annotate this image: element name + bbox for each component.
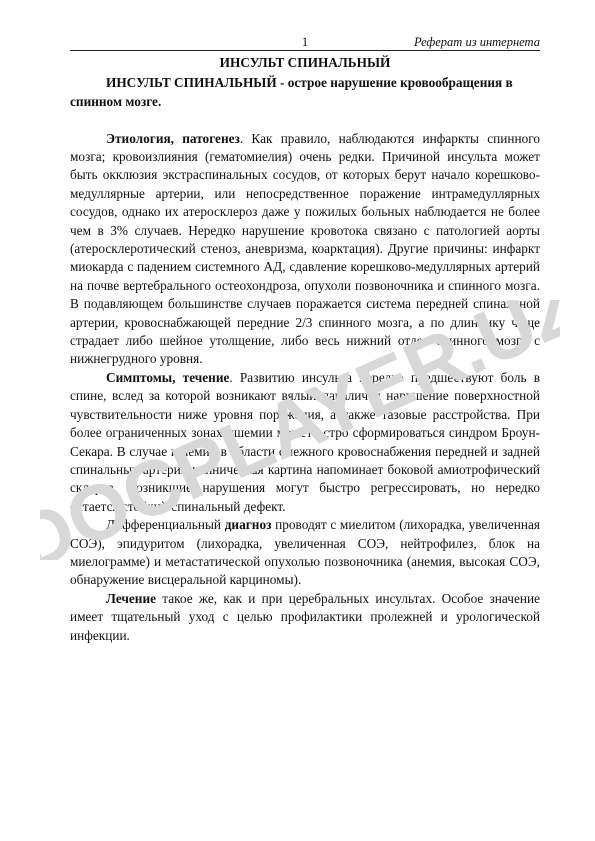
paragraph-diagnosis-pre: Дифференциальный [106,517,225,533]
paragraph-etiology [70,130,540,369]
paragraph-etiology-text: . Как правило, наблюдаются инфаркты спинного мозга; кровоизлияния (гематомиелия) очень редки. Причиной инсульта может быть окклюзия экстраспинальных сосудов, от которых берут начало корешково-медуллярные артерии, или непосредственное поражение интрамедуллярных сосудов, однако их атеросклероз даже у пожилых больных наблюдается не более чем в 3% случаев. Нередко нарушение кровотока связано с патологией аорты (атеросклеротический стеноз, аневризма, коарктация). Другие причины: инфаркт миокарда с падением системного АД, сдавление корешково-медуллярных артерий на почве вертебрального остеохондроза, опухоли позвоночника и спинного мозга. В подавляющем большинстве случаев поражается система передней спинальной артерии, кровоснабжающей передние 2/3 спинного мозга, а по длиннику чаще страдает либо шейное утолщение, либо весь нижний отдел спинного мозга с нижнегрудного уровня. [70,130,540,367]
page-number: 1 [301,35,309,49]
term-treatment: Лечение [106,590,157,606]
paragraph-diagnosis-text: проводят с миелитом (лихорадка, увеличенная СОЭ), эпидуритом (лихорадка, увеличенная СОЭ, нейтрофилез, блок на миелограмме) и метастатической опухолью позвоночника (анемия, высокая СОЭ, обнаружение висцеральной карциномы). [70,517,540,588]
page-header [70,34,540,51]
paragraph-treatment-text: такое же, как и при церебральных инсультах. Особое значение имеет тщательный уход с целью профилактики пролежней и урологической инфекции. [70,590,540,643]
document-body [70,54,540,645]
document-title: ИНСУЛЬТ СПИНАЛЬНЫЙ [219,55,391,70]
paragraph-symptoms [70,369,540,516]
term-etiology: Этиология, патогенез [106,130,240,146]
lead-definition: ИНСУЛЬТ СПИНАЛЬНЫЙ - острое нарушение кровообращения в спинном мозге. [70,75,513,109]
paragraph-diagnosis [70,516,540,590]
paragraph-symptoms-text: . Развитию инсульта нередко предшествуют боль в спине, вслед за которой возникают вялый паралич и нарушение поверхностной чувствительности ниже уровня поражения, а также тазовые расстройства. При более ограниченных зонах ишемии может остро сформироваться синдром Броун-Секара. В случае ишемии в области смежного кровоснабжения передней и задней спинальных артерий клиническая картина напоминает боковой амиотрофический склероз. Возникшие нарушения могут быстро регрессировать, но нередко остается стойкий спинальный дефект. [70,369,540,514]
watermark-text: DOCPLAYER.UZ [40,300,560,560]
source-label: Реферат из интернета [413,35,540,49]
paragraph-treatment [70,590,540,645]
term-diagnosis: диагноз [224,517,272,533]
term-symptoms: Симптомы, течение [106,369,230,385]
